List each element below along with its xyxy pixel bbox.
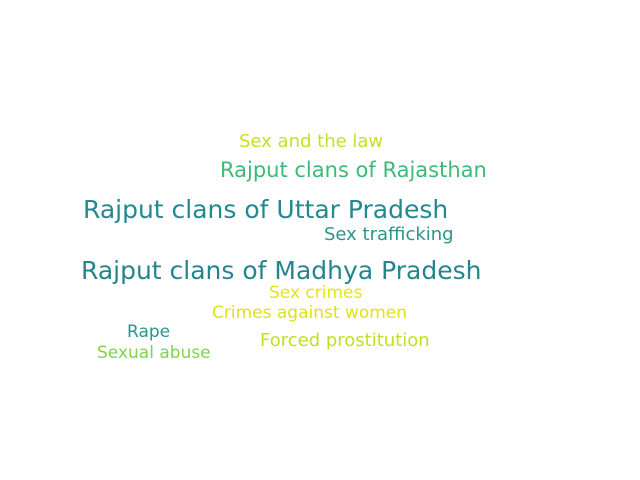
word-rajput-clans-of-madhya-pradesh: Rajput clans of Madhya Pradesh [81,256,482,285]
word-sex-trafficking: Sex trafficking [324,224,454,245]
word-sex-and-the-law: Sex and the law [239,131,384,152]
word-rajput-clans-of-rajasthan: Rajput clans of Rajasthan [220,158,487,182]
word-sexual-abuse: Sexual abuse [97,343,211,363]
word-rape: Rape [127,322,171,342]
word-forced-prostitution: Forced prostitution [260,330,430,351]
word-crimes-against-women: Crimes against women [212,303,408,323]
word-sex-crimes: Sex crimes [269,283,363,303]
word-rajput-clans-of-uttar-pradesh: Rajput clans of Uttar Pradesh [83,195,449,224]
